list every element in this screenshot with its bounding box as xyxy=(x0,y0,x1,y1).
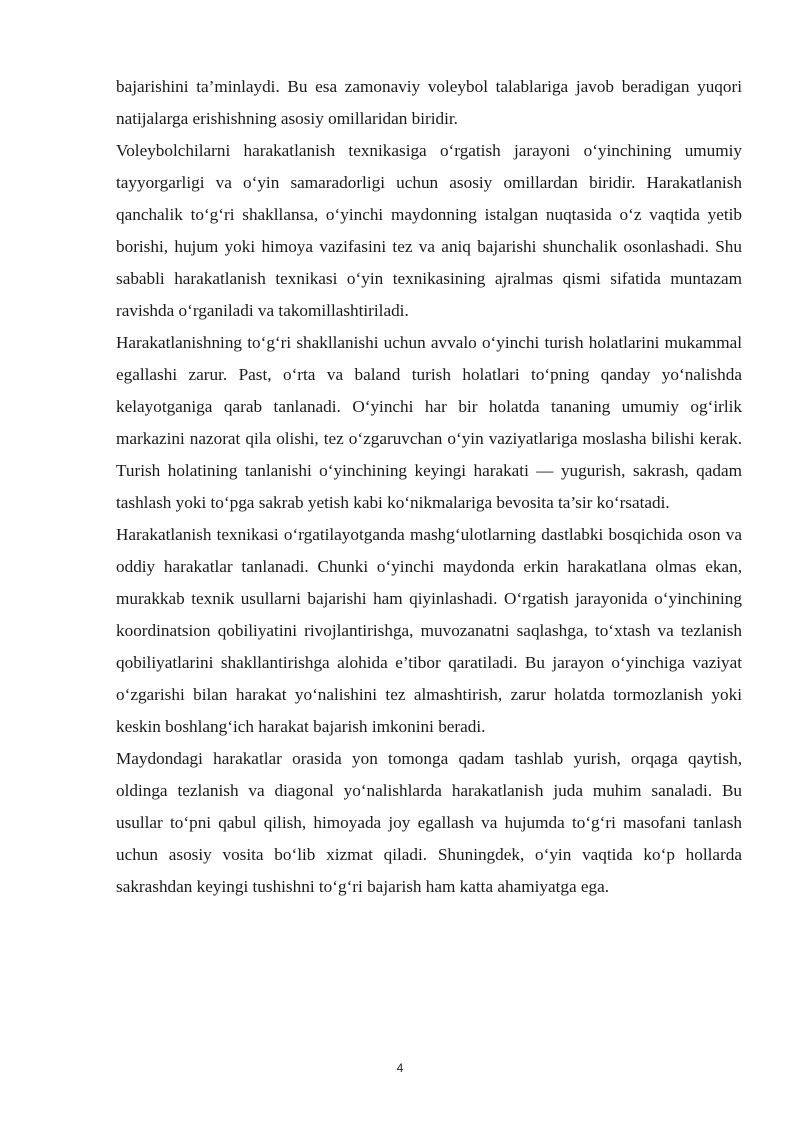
paragraph-training-stages: Harakatlanish texnikasi o‘rgatilayotganda mashg‘ulotlarning dastlabki bosqichida oson va oddiy harakatlar tanlanadi. Chunki o‘yinchi maydonda erkin harakatlana olmas ekan, murakkab texnik usullarni bajarishi ham qiyinlashadi. O‘rgatish jarayonida o‘yinchining koordinatsion qobiliyatini rivojlantirishga, muvozanatni saqlashga, to‘xtash va tezlanish qobiliyatlarini shakllantirishga alohida e’tibor qaratiladi. Bu jarayon o‘yinchiga vaziyat o‘zgarishi bilan harakat yo‘nalishini tez almashtirish, zarur holatda tormozlanish yoki keskin boshlang‘ich harakat bajarish imkonini beradi. xyxy=(116,525,742,736)
body-text xyxy=(116,71,742,903)
paragraph-court-movements: Maydondagi harakatlar orasida yon tomonga qadam tashlab yurish, orqaga qaytish, oldinga tezlanish va diagonal yo‘nalishlarda harakatlanish juda muhim sanaladi. Bu usullar to‘pni qabul qilish, himoyada joy egallash va hujumda to‘g‘ri masofani tanlash uchun asosiy vosita bo‘lib xizmat qiladi. Shuningdek, o‘yin vaqtida ko‘p hollarda sakrashdan keyingi tushishni to‘g‘ri bajarish ham katta ahamiyatga ega. xyxy=(116,749,742,896)
page-number: 4 xyxy=(396,1061,404,1075)
paragraph-continuation: bajarishini ta’minlaydi. Bu esa zamonaviy voleybol talablariga javob beradigan yuqori natijalarga erishishning asosiy omillaridan biridir. xyxy=(116,77,742,128)
paragraph-movement-technique-training: Voleybolchilarni harakatlanish texnikasiga o‘rgatish jarayoni o‘yinchining umumiy tayyorgarligi va o‘yin samaradorligi uchun asosiy omillardan biridir. Harakatlanish qanchalik to‘g‘ri shakllansa, o‘yinchi maydonning istalgan nuqtasida o‘z vaqtida yetib borishi, hujum yoki himoya vazifasini tez va aniq bajarishi shunchalik osonlashadi. Shu sababli harakatlanish texnikasi o‘yin texnikasining ajralmas qismi sifatida muntazam ravishda o‘rganiladi va takomillashtiriladi. xyxy=(116,141,742,320)
paragraph-stance-positions: Harakatlanishning to‘g‘ri shakllanishi uchun avvalo o‘yinchi turish holatlarini mukammal egallashi zarur. Past, o‘rta va baland turish holatlari to‘pning qanday yo‘nalishda kelayotganiga qarab tanlanadi. O‘yinchi har bir holatda tananing umumiy og‘irlik markazini nazorat qila olishi, tez o‘zgaruvchan o‘yin vaziyatlariga moslasha bilishi kerak. Turish holatining tanlanishi o‘yinchining keyingi harakati — yugurish, sakrash, qadam tashlash yoki to‘pga sakrab yetish kabi ko‘nikmalariga bevosita ta’sir ko‘rsatadi. xyxy=(116,333,742,512)
